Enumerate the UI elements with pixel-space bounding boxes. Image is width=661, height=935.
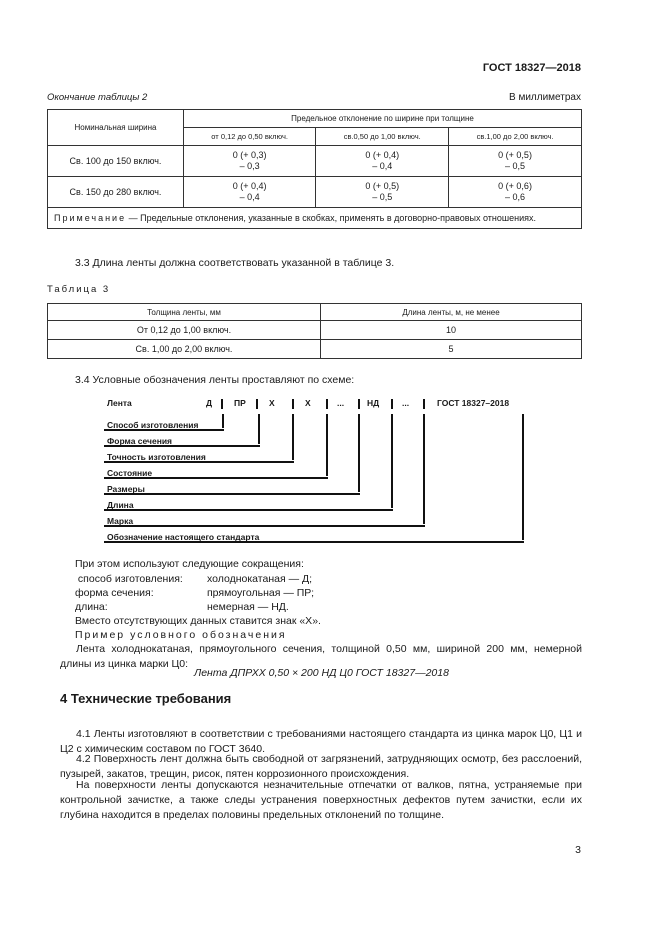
length-cell: 5 <box>321 340 582 359</box>
example-heading: Пример условного обозначения <box>75 629 287 641</box>
abbrev-term: форма сечения: <box>75 587 154 599</box>
sub-col-header: от 0,12 до 0,50 включ. <box>184 128 316 146</box>
col-header-deviation: Предельное отклонение по ширине при толщине <box>184 110 582 128</box>
scheme-token: Лента <box>107 398 132 408</box>
deviation-cell: 0 (+ 0,6) – 0,6 <box>449 177 582 208</box>
scheme-token: Х <box>269 398 275 408</box>
scheme-label: Длина <box>107 500 134 510</box>
deviation-cell: 0 (+ 0,4) – 0,4 <box>316 146 449 177</box>
scheme-label: Форма сечения <box>107 436 173 446</box>
scheme-label: Марка <box>107 516 134 526</box>
deviation-cell: 0 (+ 0,5) – 0,5 <box>316 177 449 208</box>
sub-col-header: св.0,50 до 1,00 включ. <box>316 128 449 146</box>
width-cell: Св. 150 до 280 включ. <box>48 177 184 208</box>
note-text: — Предельные отклонения, указанные в скобках, применять в договорно-правовых отношениях. <box>126 213 536 223</box>
abbrev-value: холоднокатаная — Д; <box>207 573 313 585</box>
scheme-label: Размеры <box>107 484 145 494</box>
table3-caption: Таблица 3 <box>47 284 111 295</box>
scheme-token: ... <box>337 398 345 408</box>
thickness-cell: От 0,12 до 1,00 включ. <box>48 321 321 340</box>
table-row <box>48 340 582 359</box>
scheme-label: Обозначение настоящего стандарта <box>107 532 260 542</box>
table2-caption: Окончание таблицы 2 <box>47 92 148 103</box>
deviation-cell: 0 (+ 0,4) – 0,4 <box>184 177 316 208</box>
designation-scheme <box>104 394 534 546</box>
section-4-2: 4.2 Поверхность лент должна быть свободной от загрязнений, затрудняющих осмотр, без расслоений, пузырей, закатов, трещин, рисок, пятен коррозионного происхождения. <box>60 753 582 780</box>
example-designation: Лента ДПРХХ 0,50 × 200 НД Ц0 ГОСТ 18327—2018 <box>194 667 449 679</box>
section-4-title: 4 Технические требования <box>60 691 232 706</box>
abbrev-value: немерная — НД. <box>207 601 289 613</box>
scheme-token: ГОСТ 18327–2018 <box>437 398 510 408</box>
scheme-token: ... <box>402 398 410 408</box>
scheme-label: Состояние <box>107 468 153 478</box>
page-number: 3 <box>575 844 581 856</box>
table-3 <box>47 303 582 359</box>
section-4-1: 4.1 Ленты изготовляют в соответствии с требованиями настоящего стандарта из цинка марок Ц0, Ц1 и Ц2 с химическим составом по ГОСТ 3640. <box>60 728 582 755</box>
col-header-thickness: Толщина ленты, мм <box>48 304 321 321</box>
scheme-token: Д <box>206 398 213 408</box>
table2-units: В миллиметрах <box>509 92 581 103</box>
section-3-4: 3.4 Условные обозначения ленты проставляют по схеме: <box>75 374 355 386</box>
table-row <box>48 146 582 177</box>
table-2 <box>47 109 582 229</box>
abbrev-term: способ изготовления: <box>75 573 183 585</box>
scheme-label: Точность изготовления <box>107 452 206 462</box>
document-code: ГОСТ 18327—2018 <box>482 62 581 74</box>
col-header-nominal-width: Номинальная ширина <box>48 110 184 146</box>
table2-note <box>48 208 582 229</box>
thickness-cell: Св. 1,00 до 2,00 включ. <box>48 340 321 359</box>
sub-col-header: св.1,00 до 2,00 включ. <box>449 128 582 146</box>
table-row <box>48 177 582 208</box>
abbrev-value: прямоугольная — ПР; <box>207 587 314 599</box>
abbrev-intro: При этом используют следующие сокращения: <box>75 558 304 570</box>
width-cell: Св. 100 до 150 включ. <box>48 146 184 177</box>
example-text: Лента холоднокатаная, прямоугольного сечения, толщиной 0,50 мм, шириной 200 мм, немерной длины из цинка марки Ц0: <box>60 643 582 670</box>
section-3-3: 3.3 Длина ленты должна соответствовать указанной в таблице 3. <box>75 257 395 269</box>
note-label: Примечание <box>54 213 127 223</box>
scheme-label: Способ изготовления <box>107 420 199 430</box>
scheme-token: НД <box>367 398 380 408</box>
scheme-token: Х <box>305 398 311 408</box>
abbrev-missing: Вместо отсутствующих данных ставится знак «Х». <box>75 615 321 627</box>
col-header-length: Длина ленты, м, не менее <box>321 304 582 321</box>
abbrev-term: длина: <box>75 601 108 613</box>
length-cell: 10 <box>321 321 582 340</box>
table-row <box>48 321 582 340</box>
deviation-cell: 0 (+ 0,5) – 0,5 <box>449 146 582 177</box>
section-4-para: На поверхности ленты допускаются незначительные отпечатки от валков, пятна, устраняемые при контрольной зачистке, а также следы устранения поверхностных дефектов путем зачистки, если их глубина находится в пределах половины предельных отклонений по толщине. <box>60 779 582 821</box>
deviation-cell: 0 (+ 0,3) – 0,3 <box>184 146 316 177</box>
scheme-token: ПР <box>234 398 246 408</box>
